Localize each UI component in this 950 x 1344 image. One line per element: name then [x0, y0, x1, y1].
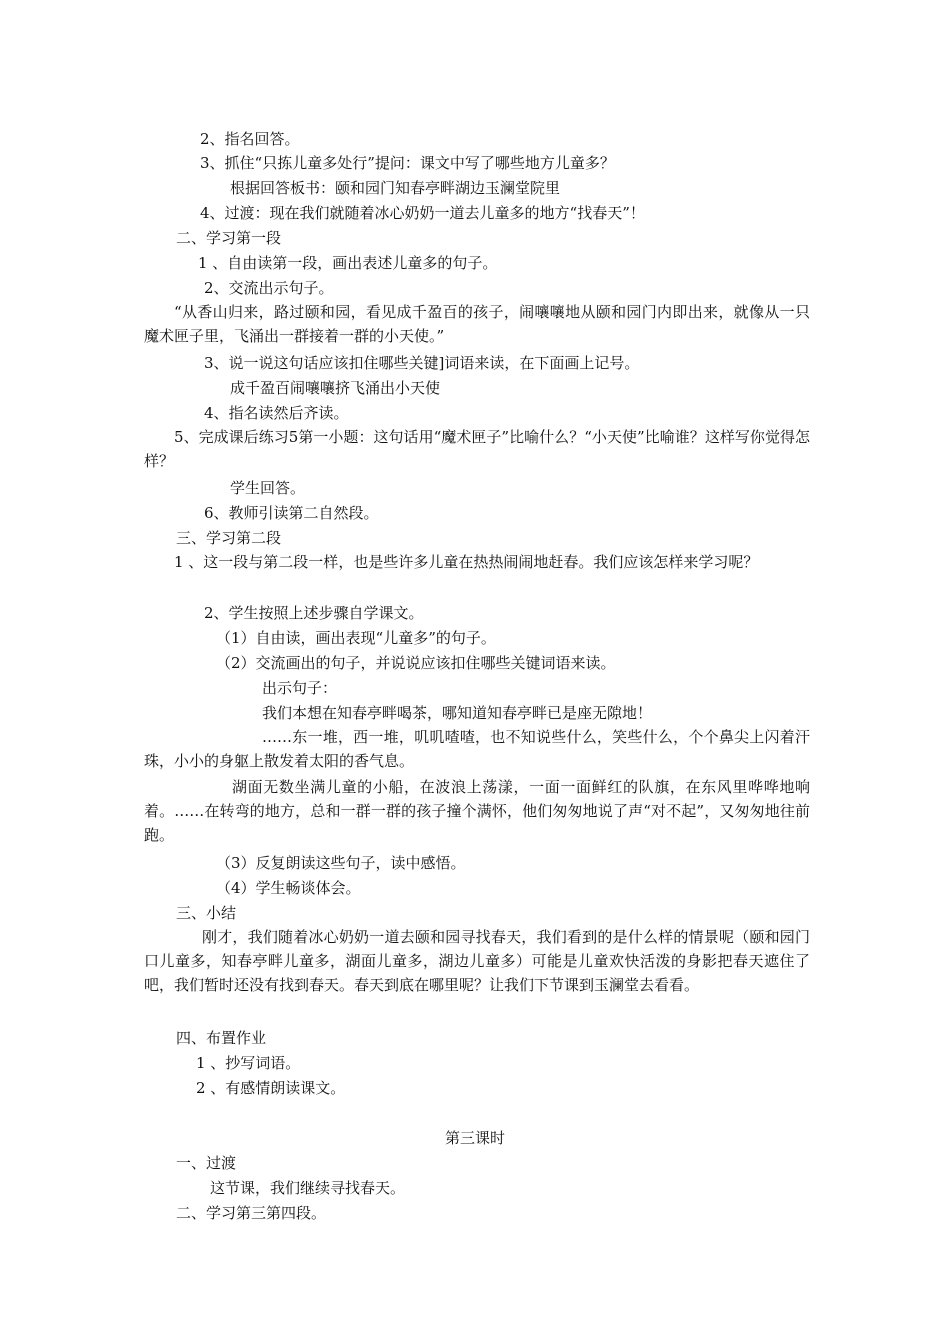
text-line: （4）学生畅谈体会。 — [216, 879, 361, 897]
quote-paragraph: 湖面无数坐满儿童的小船，在波浪上荡漾，一面一面鲜红的队旗，在东风里哗哗地响着。……在转弯的地方，总和一群一群的孩子撞个满怀，他们匆匆地说了声“对不起”，又匆匆地往前跑。 — [144, 778, 810, 844]
text-line: （2）交流画出的句子，并说说应该扣住哪些关键词语来读。 — [216, 654, 616, 672]
text-line: 3、抓住“只拣儿童多处行”提问：课文中写了哪些地方儿童多？ — [200, 154, 615, 172]
section-heading: 三、学习第二段 — [176, 529, 282, 547]
text-line: 根据回答板书：颐和园门知春亭畔湖边玉澜堂院里 — [230, 179, 561, 197]
quote-paragraph: “从香山归来，路过颐和园，看见成千盈百的孩子，闹嚷嚷地从颐和园门内即出来，就像从一只魔术匣子里，飞涌出一群接着一群的小天使。” — [144, 303, 810, 345]
text-line: 成千盈百闹嚷嚷挤飞涌出小天使 — [230, 379, 441, 397]
section-heading: 三、小结 — [176, 904, 237, 922]
text-line: 6、教师引读第二自然段。 — [204, 504, 379, 522]
text-paragraph: 1 、这一段与第二段一样，也是些许多儿童在热热闹闹地赶春。我们应该怎样来学习呢？ — [174, 553, 759, 571]
text-line: 4、过渡：现在我们就随着冰心奶奶一道去儿童多的地方“找春天”！ — [200, 204, 645, 222]
text-line: 我们本想在知春亭畔喝茶，哪知道知春亭畔已是座无隙地！ — [262, 704, 653, 722]
text-line: 2、交流出示句子。 — [204, 279, 334, 297]
section-heading: 二、学习第三第四段。 — [176, 1204, 327, 1222]
text-line: 3、说一说这句话应该扣住哪些关键]词语来读，在下面画上记号。 — [204, 354, 640, 372]
text-line: 2、指名回答。 — [200, 130, 300, 148]
lesson-title: 第三课时 — [444, 1129, 505, 1147]
text-line: 出示句子： — [262, 679, 338, 697]
text-line: 1 、抄写词语。 — [196, 1054, 301, 1072]
text-line: （1）自由读，画出表现“儿童多”的句子。 — [216, 629, 496, 647]
text-paragraph: 刚才，我们随着冰心奶奶一道去颐和园寻找春天，我们看到的是什么样的情景呢（颐和园门口儿童多，知春亭畔儿童多，湖面儿童多，湖边儿童多）可能是儿童欢快活泼的身影把春天遮住了吧，我们暂时还没有找到春天。春天到底在哪里呢？让我们下节课到玉澜堂去看看。 — [144, 928, 810, 994]
text-paragraph: 5、完成课后练习5第一小题：这句话用“魔术匣子”比喻什么？“小天使”比喻谁？这样写你觉得怎样？ — [144, 428, 810, 470]
text-line: （3）反复朗读这些句子，读中感悟。 — [216, 854, 466, 872]
section-heading: 二、学习第一段 — [176, 229, 282, 247]
text-line: 4、指名读然后齐读。 — [204, 404, 349, 422]
text-line: 学生回答。 — [230, 479, 306, 497]
text-line: 2 、有感情朗读课文。 — [196, 1079, 346, 1097]
quote-paragraph: ……东一堆，西一堆，叽叽喳喳，也不知说些什么，笑些什么，个个鼻尖上闪着汗珠，小小的身躯上散发着太阳的香气息。 — [144, 728, 810, 770]
text-line: 2、学生按照上述步骤自学课文。 — [204, 604, 424, 622]
section-heading: 四、布置作业 — [176, 1029, 267, 1047]
section-heading: 一、过渡 — [176, 1154, 237, 1172]
text-line: 这节课，我们继续寻找春天。 — [210, 1179, 406, 1197]
text-line: 1 、自由读第一段，画出表述儿童多的句子。 — [198, 254, 498, 272]
